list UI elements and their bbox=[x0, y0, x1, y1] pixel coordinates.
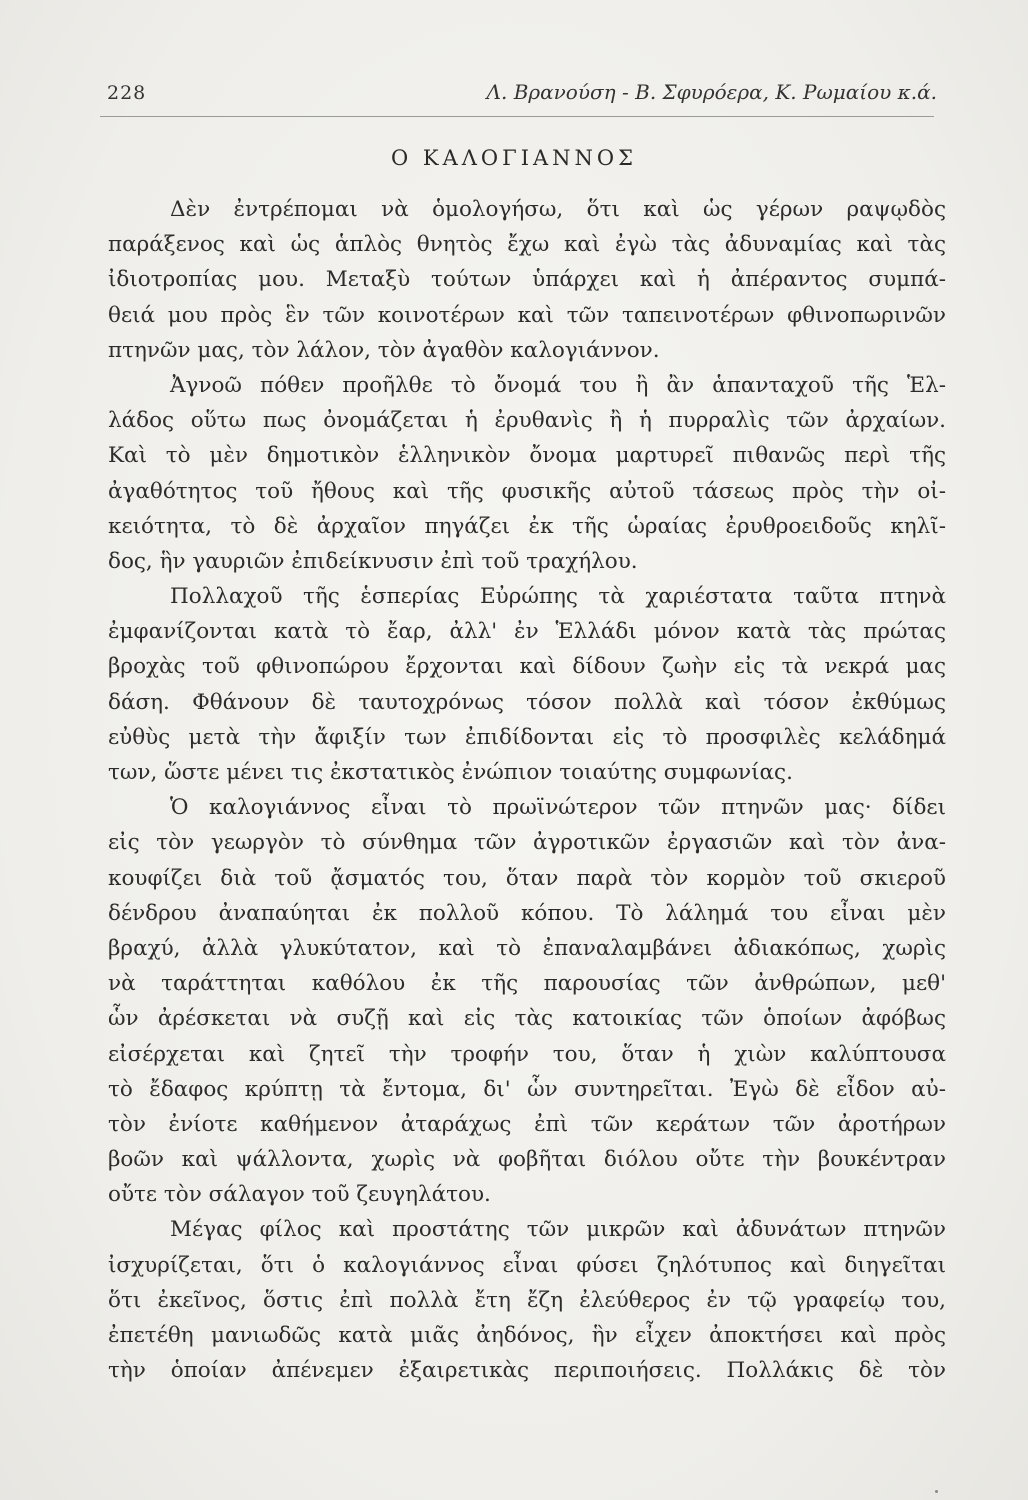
text-line: τὴν ὁποίαν ἀπένεμεν ἐξαιρετικὰς περιποιήσεις. Πολλάκις δὲ τὸν bbox=[108, 1358, 946, 1384]
text-line: θειά μου πρὸς ἓν τῶν κοινοτέρων καὶ τῶν ταπεινοτέρων φθινοπωρινῶν bbox=[108, 302, 946, 328]
text-line: ὧν ἀρέσκεται νὰ συζῇ καὶ εἰς τὰς κατοικίας τῶν ὁποίων ἀφόβως bbox=[108, 1006, 946, 1032]
header-rule bbox=[100, 116, 934, 117]
body-text bbox=[108, 192, 946, 1388]
text-line: Ἀγνοῶ πόθεν προῆλθε τὸ ὄνομά του ἢ ἂν ἁπανταχοῦ τῆς Ἑλ- bbox=[170, 372, 946, 398]
text-line: κειότητα, τὸ δὲ ἀρχαῖον πηγάζει ἐκ τῆς ὡραίας ἐρυθροειδοῦς κηλῖ- bbox=[108, 513, 946, 539]
text-line: βοῶν καὶ ψάλλοντα, χωρὶς νὰ φοβῆται διόλου οὔτε τὴν βουκέντραν bbox=[108, 1147, 946, 1173]
text-line: νὰ ταράττηται καθόλου ἐκ τῆς παρουσίας τῶν ἀνθρώπων, μεθ' bbox=[108, 971, 946, 997]
text-line: ἐπετέθη μανιωδῶς κατὰ μιᾶς ἀηδόνος, ἣν εἶχεν ἀποκτήσει καὶ πρὸς bbox=[108, 1323, 946, 1348]
text-line: εἰς τὸν γεωργὸν τὸ σύνθημα τῶν ἀγροτικῶν ἐργασιῶν καὶ τὸν ἀνα- bbox=[108, 830, 946, 856]
text-line: τὸν ἐνίοτε καθήμενον ἀταράχως ἐπὶ τῶν κεράτων τῶν ἀροτήρων bbox=[108, 1111, 946, 1137]
chapter-title: Ο ΚΑΛΟΓΙΑΝΝΟΣ bbox=[391, 146, 637, 170]
text-line: εἰσέρχεται καὶ ζητεῖ τὴν τροφήν του, ὅταν ἡ χιὼν καλύπτουσα bbox=[108, 1041, 946, 1067]
text-line: Πολλαχοῦ τῆς ἑσπερίας Εὐρώπης τὰ χαριέστατα ταῦτα πτηνὰ bbox=[170, 584, 946, 610]
text-line: βραχύ, ἀλλὰ γλυκύτατον, καὶ τὸ ἐπαναλαμβάνει ἀδιακόπως, χωρὶς bbox=[108, 935, 946, 961]
text-line: Δὲν ἐντρέπομαι νὰ ὁμολογήσω, ὅτι καὶ ὡς γέρων ραψῳδὸς bbox=[170, 197, 946, 222]
text-line: δάση. Φθάνουν δὲ ταυτοχρόνως τόσον πολλὰ καὶ τόσον ἐκθύμως bbox=[108, 689, 946, 715]
text-line: των, ὥστε μένει τις ἐκστατικὸς ἐνώπιον τοιαύτης συμφωνίας. bbox=[108, 760, 793, 785]
text-line: οὔτε τὸν σάλαγον τοῦ ζευγηλάτου. bbox=[108, 1182, 491, 1208]
text-line: βροχὰς τοῦ φθινοπώρου ἔρχονται καὶ δίδουν ζωὴν εἰς τὰ νεκρά μας bbox=[108, 654, 946, 680]
text-line: δένδρου ἀναπαύηται ἐκ πολλοῦ κόπου. Τὸ λάλημά του εἶναι μὲν bbox=[108, 900, 946, 926]
text-line: ἰσχυρίζεται, ὅτι ὁ καλογιάννος εἶναι φύσει ζηλότυπος καὶ διηγεῖται bbox=[108, 1252, 946, 1278]
text-line: ὅτι ἐκεῖνος, ὅστις ἐπὶ πολλὰ ἔτη ἔζη ἐλεύθερος ἐν τῷ γραφείῳ του, bbox=[108, 1287, 946, 1313]
text-line: εὐθὺς μετὰ τὴν ἄφιξίν των ἐπιδίδονται εἰς τὸ προσφιλὲς κελάδημά bbox=[108, 724, 946, 750]
paper-speck bbox=[935, 1490, 938, 1493]
text-line: ἐμφανίζονται κατὰ τὸ ἔαρ, ἀλλ' ἐν Ἑλλάδι μόνον κατὰ τὰς πρώτας bbox=[108, 619, 946, 645]
text-line: Καὶ τὸ μὲν δημοτικὸν ἑλληνικὸν ὄνομα μαρτυρεῖ πιθανῶς περὶ τῆς bbox=[108, 443, 946, 469]
text-line: παράξενος καὶ ὡς ἁπλὸς θνητὸς ἔχω καὶ ἐγὼ τὰς ἀδυναμίας καὶ τὰς bbox=[108, 232, 946, 258]
text-line: τὸ ἔδαφος κρύπτῃ τὰ ἔντομα, δι' ὧν συντηρεῖται. Ἐγὼ δὲ εἶδον αὐ- bbox=[108, 1076, 946, 1102]
text-line: κουφίζει διὰ τοῦ ᾄσματός του, ὅταν παρὰ τὸν κορμὸν τοῦ σκιεροῦ bbox=[108, 865, 946, 891]
page-header bbox=[107, 76, 937, 116]
text-line: Ὁ καλογιάννος εἶναι τὸ πρωϊνώτερον τῶν πτηνῶν μας· δίδει bbox=[170, 795, 946, 821]
text-line: πτηνῶν μας, τὸν λάλον, τὸν ἀγαθὸν καλογιάννον. bbox=[108, 337, 660, 363]
text-line: Μέγας φίλος καὶ προστάτης τῶν μικρῶν καὶ ἀδυνάτων πτηνῶν bbox=[170, 1217, 946, 1243]
text-line: ἰδιοτροπίας μου. Μεταξὺ τούτων ὑπάρχει καὶ ἡ ἀπέραντος συμπά- bbox=[108, 267, 946, 293]
text-line: δος, ἣν γαυριῶν ἐπιδείκνυσιν ἐπὶ τοῦ τραχήλου. bbox=[108, 548, 638, 574]
text-line: λάδος οὕτω πως ὀνομάζεται ἡ ἐρυθανὶς ἢ ἡ πυρραλὶς τῶν ἀρχαίων. bbox=[108, 408, 946, 434]
page-number: 228 bbox=[107, 82, 147, 104]
running-head: Λ. Βρανούση - Β. Σφυρόερα, Κ. Ρωμαίου κ.ά. bbox=[486, 80, 937, 104]
text-line: ἀγαθότητος τοῦ ἤθους καὶ τῆς φυσικῆς αὐτοῦ τάσεως πρὸς τὴν οἰ- bbox=[108, 478, 946, 504]
